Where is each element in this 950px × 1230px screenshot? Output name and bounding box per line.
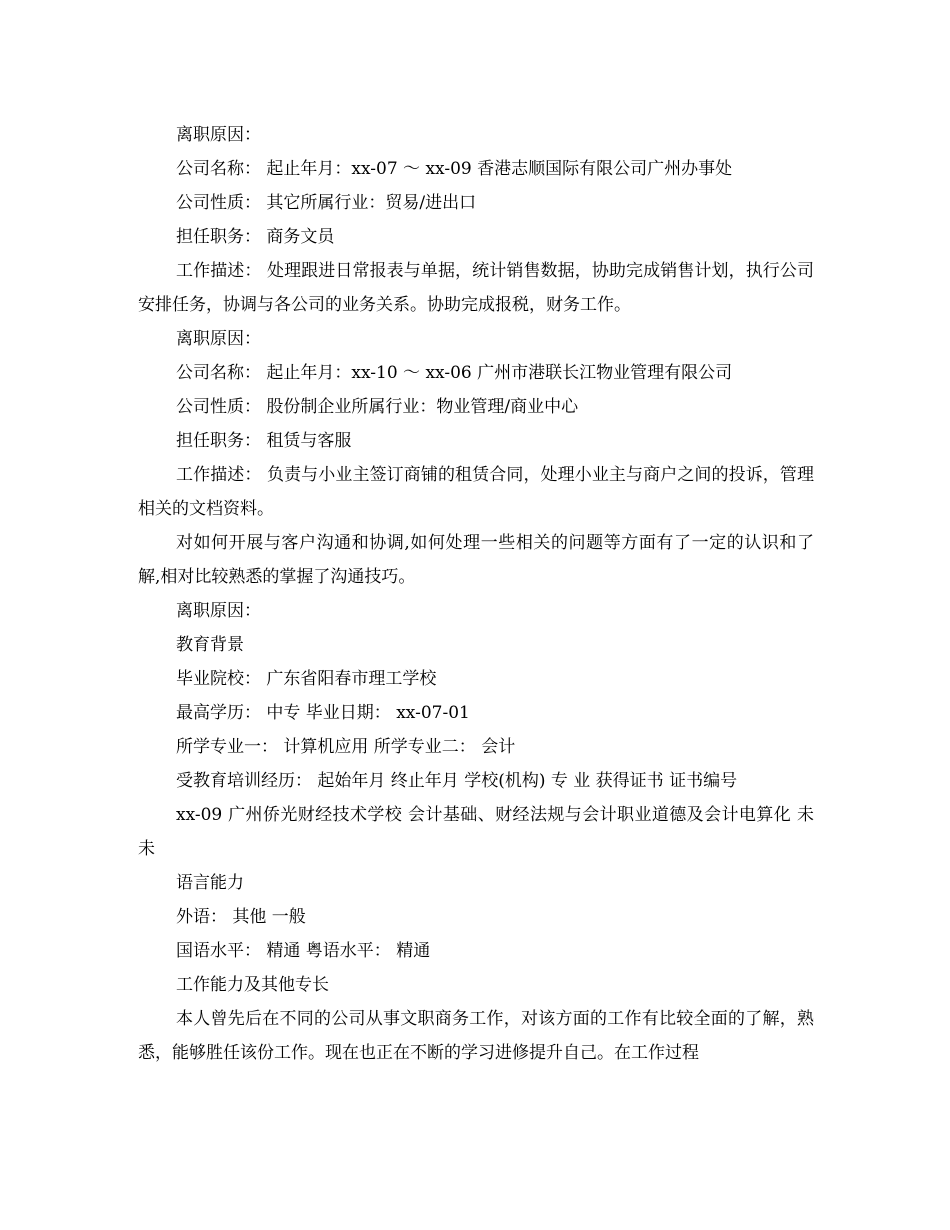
paragraph-job-description-1: 工作描述： 处理跟进日常报表与单据，统计销售数据，协助完成销售计划，执行公司安排任务，协调与各公司的业务关系。协助完成报税，财务工作。: [138, 261, 814, 315]
section-heading-education: 教育背景: [176, 635, 244, 655]
paragraph-resign-reason-3: 离职原因：: [176, 601, 261, 621]
paragraph-position-1: 担任职务： 商务文员: [176, 227, 335, 247]
paragraph-training-record: xx-09 广州侨光财经技术学校 会计基础、财经法规与会计职业道德及会计电算化 未 未: [138, 805, 814, 859]
paragraph-foreign-language: 外语： 其他 一般: [176, 907, 306, 927]
paragraph-company-type-1: 公司性质： 其它所属行业：贸易/进出口: [176, 193, 477, 213]
paragraph-company-name-2: 公司名称： 起止年月：xx-10 ～ xx-06 广州市港联长江物业管理有限公司: [176, 363, 733, 383]
section-heading-abilities: 工作能力及其他专长: [176, 975, 329, 995]
document-body: [138, 118, 814, 1070]
paragraph-position-2: 担任职务： 租赁与客服: [176, 431, 352, 451]
paragraph-company-type-2: 公司性质： 股份制企业所属行业：物业管理/商业中心: [176, 397, 579, 417]
paragraph-graduate-school: 毕业院校： 广东省阳春市理工学校: [176, 669, 437, 689]
paragraph-resign-reason-1: 离职原因：: [176, 125, 261, 145]
paragraph-company-name-1: 公司名称： 起止年月：xx-07 ～ xx-09 香港志顺国际有限公司广州办事处: [176, 159, 733, 179]
section-heading-language: 语言能力: [176, 873, 244, 893]
paragraph-mandarin-cantonese: 国语水平： 精通 粤语水平： 精通: [176, 941, 431, 961]
paragraph-job-description-2: 工作描述： 负责与小业主签订商铺的租赁合同，处理小业主与商户之间的投诉，管理相关的文档资料。: [138, 465, 814, 519]
paragraph-abilities-description: 本人曾先后在不同的公司从事文职商务工作，对该方面的工作有比较全面的了解，熟悉，能够胜任该份工作。现在也正在不断的学习进修提升自己。在工作过程: [138, 1009, 814, 1063]
paragraph-training-header: 受教育培训经历： 起始年月 终止年月 学校(机构) 专 业 获得证书 证书编号: [176, 771, 738, 791]
paragraph-highest-degree: 最高学历： 中专 毕业日期： xx-07-01: [176, 703, 470, 723]
paragraph-communication-experience: 对如何开展与客户沟通和协调,如何处理一些相关的问题等方面有了一定的认识和了解,相对比较熟悉的掌握了沟通技巧。: [138, 533, 814, 587]
paragraph-majors: 所学专业一： 计算机应用 所学专业二： 会计: [176, 737, 516, 757]
paragraph-resign-reason-2: 离职原因：: [176, 329, 261, 349]
